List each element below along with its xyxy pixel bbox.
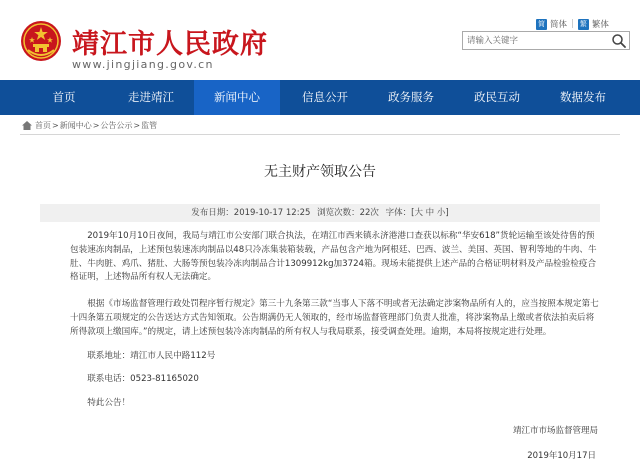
article-body [70, 230, 600, 411]
language-switcher [536, 17, 609, 31]
breadcrumb-supervision[interactable]: 监管 [141, 121, 158, 130]
nav-item-data-release[interactable]: 数据发布 [560, 90, 606, 104]
search-icon[interactable] [611, 33, 627, 48]
nav-item-info-disclosure[interactable]: 信息公开 [302, 90, 348, 104]
nav-item-about-jingjiang[interactable]: 走进靖江 [128, 90, 174, 104]
nav-item-government-services[interactable]: 政务服务 [388, 90, 434, 104]
issuer-signature: 靖江市市场监督管理局 [512, 426, 598, 436]
closing-statement: 特此公告！ [87, 398, 131, 409]
article-paragraph: 根据《市场监督管理行政处罚程序暂行规定》第三十九条第三款“当事人下落不明或者无法确定涉案物品所有人的，应当按照本规定第七十四条第五项规定的公告送达方式告知领取。公告期满仍无人领取的，经市场监督管理部门负责人批准，将涉案物品上缴或者依法拍卖后将所得款项上缴国库。”的规定，请上述预包装冷冻肉制品的所有权人与我局联系，接受调查处理。逾期，本局将按规定进行处理。 [70, 299, 599, 337]
breadcrumb [22, 120, 157, 131]
breadcrumb-separator: > [133, 121, 141, 130]
article-title: 无主财产领取公告 [264, 164, 376, 180]
lang-separator: | [571, 19, 574, 29]
traditional-chinese-icon: 繁 [579, 19, 587, 28]
home-icon [22, 121, 32, 130]
search-box [462, 31, 630, 50]
nav-item-news-center[interactable]: 新闻中心 [194, 80, 280, 115]
simplified-chinese-link[interactable]: 简体 [550, 20, 568, 30]
article-meta [40, 204, 600, 222]
breadcrumb-divider [20, 134, 620, 135]
issue-date: 2019年10月17日 [527, 451, 596, 461]
nav-item-home[interactable]: 首页 [52, 90, 76, 104]
site-name: 靖江市人民政府 [72, 29, 268, 60]
breadcrumb-separator: > [52, 121, 59, 130]
search-input[interactable] [463, 32, 609, 49]
publish-date: 发布日期：2019-10-17 12:25 [191, 208, 311, 218]
contact-phone: 联系电话：0523-81165020 [87, 374, 199, 385]
national-emblem-icon [20, 20, 62, 62]
breadcrumb-news-center[interactable]: 新闻中心 [59, 121, 92, 130]
contact-address: 联系地址：靖江市人民中路112号 [87, 350, 216, 361]
nav-item-citizen-interaction[interactable]: 政民互动 [474, 90, 520, 104]
traditional-chinese-link[interactable]: 繁体 [591, 20, 609, 30]
breadcrumb-home[interactable]: 首页 [35, 121, 51, 130]
breadcrumb-separator: > [92, 121, 100, 130]
site-header [0, 0, 640, 80]
site-url: www.jingjiang.gov.cn [72, 58, 214, 71]
view-count: 浏览次数：22次 [317, 208, 379, 218]
breadcrumb-announcements[interactable]: 公告公示 [100, 121, 133, 130]
main-nav [0, 80, 640, 115]
font-size-switcher[interactable]: 字体：[大 中 小] [385, 208, 449, 218]
simplified-chinese-icon: 简 [538, 19, 545, 28]
article-paragraph: 2019年10月10日夜间，我局与靖江市公安部门联合执法，在靖江市西来镇永济港港口查获以标称“华安618”货轮运输至该处待售的预包装速冻肉制品，上述预包装速冻肉制品以48只冷冻集装箱装载，产品包含产地为阿根廷、巴西、波兰、美国、英国、智利等地的牛肉、牛肚、牛肉脏、鸡爪、猪肚、大肠等预包装冷冻肉制品合计1309912kg加3724箱。现场未能提供上述产品的合格证明材料及产品检验检疫合格证明，上述物品所有权人无法确定。 [70, 231, 597, 283]
